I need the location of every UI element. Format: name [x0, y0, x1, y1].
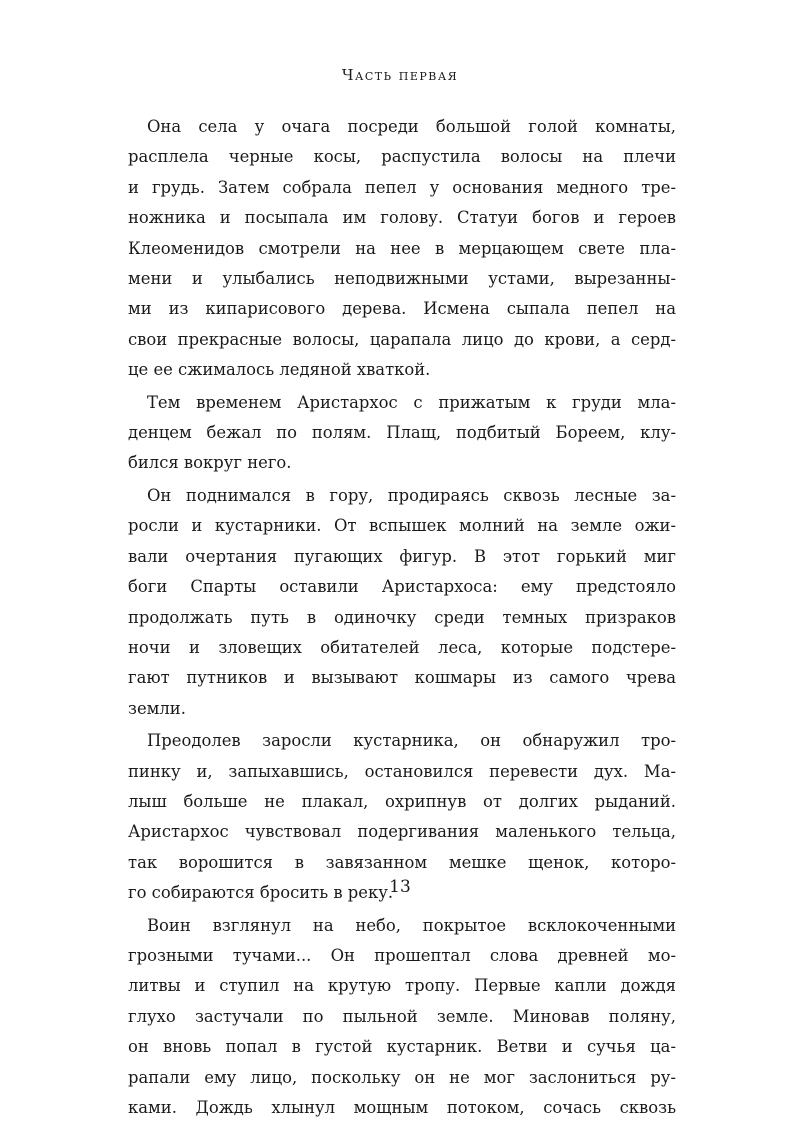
text-line: рапали ему лицо, поскольку он не мог заслониться ру-	[128, 1067, 676, 1087]
text-line: го собираются бросить в реку.	[128, 883, 394, 903]
running-head: Часть первая	[341, 66, 459, 84]
text-line: Он поднимался в гору, продираясь сквозь лесные за-	[147, 485, 676, 505]
text-line: денцем бежал по полям. Плащ, подбитый Бореем, клу-	[128, 423, 676, 443]
paragraph-1	[128, 112, 676, 386]
text-line: пинку и, запыхавшись, остановился перевести дух. Ма-	[128, 761, 676, 781]
text-line: боги Спарты оставили Аристархоса: ему предстояло	[128, 577, 676, 597]
text-line: Аристархос чувствовал подергивания маленького тельца,	[128, 822, 676, 842]
text-line: ножника и посыпала им голову. Статуи богов и героев	[128, 208, 676, 228]
body-text	[128, 112, 676, 1125]
text-line: вали очертания пугающих фигур. В этот горький миг	[128, 546, 676, 566]
text-line: ками. Дождь хлынул мощным потоком, сочась сквозь	[128, 1098, 676, 1117]
text-line: расплела черные косы, распустила волосы на плечи	[128, 147, 676, 167]
text-line: и грудь. Затем собрала пепел у основания медного тре-	[128, 177, 676, 197]
paragraph-2	[128, 388, 676, 479]
text-line: литвы и ступил на крутую тропу. Первые капли дождя	[128, 976, 676, 996]
text-line: продолжать путь в одиночку среди темных призраков	[128, 607, 676, 627]
text-line: Она села у очага посреди большой голой комнаты,	[147, 117, 676, 136]
text-line: Тем временем Аристархос с прижатым к груди мла-	[147, 392, 676, 412]
text-line: росли и кустарники. От вспышек молний на земле ожи-	[128, 516, 676, 536]
text-line: це ее сжималось ледяной хваткой.	[128, 360, 431, 380]
text-line: ночи и зловещих обитателей леса, которые подстере-	[128, 637, 676, 657]
text-line: грозными тучами... Он прошептал слова древней мо-	[128, 945, 676, 965]
text-line: земли.	[128, 698, 186, 718]
text-line: ми из кипарисового дерева. Исмена сыпала пепел на	[128, 299, 676, 319]
text-line: Преодолев заросли кустарника, он обнаружил тро-	[147, 731, 676, 751]
text-line: лыш больше не плакал, охрипнув от долгих рыданий.	[128, 791, 676, 811]
text-line: Клеоменидов смотрели на нее в мерцающем свете пла-	[128, 238, 676, 258]
text-line: так ворошится в завязанном мешке щенок, которо-	[128, 852, 676, 872]
text-line: он вновь попал в густой кустарник. Ветви и сучья ца-	[128, 1037, 676, 1057]
text-line: мени и улыбались неподвижными устами, вырезанны-	[128, 269, 676, 289]
paragraph-5	[128, 911, 676, 1124]
text-line: гают путников и вызывают кошмары из самого чрева	[128, 668, 676, 688]
text-line: свои прекрасные волосы, царапала лицо до крови, а серд-	[128, 329, 676, 349]
text-line: глухо застучали по пыльной земле. Миновав поляну,	[128, 1006, 676, 1026]
text-line: Воин взглянул на небо, покрытое всклокоченными	[147, 915, 676, 935]
text-line: бился вокруг него.	[128, 453, 292, 473]
page-number: 13	[389, 877, 411, 897]
paragraph-3	[128, 481, 676, 724]
